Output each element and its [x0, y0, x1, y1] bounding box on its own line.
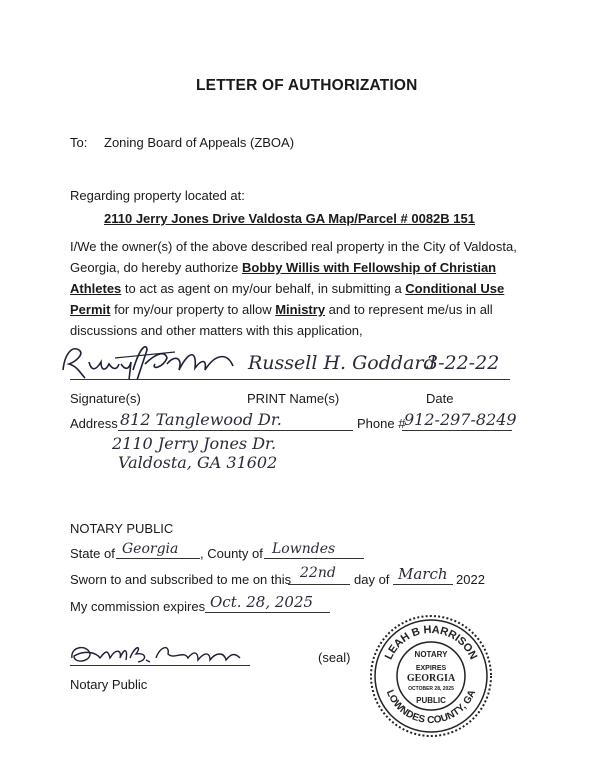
- notary-signature-line: [70, 665, 250, 666]
- sworn-label: Sworn to and subscribed to me on this: [70, 572, 292, 587]
- seal-state: GEORGIA: [406, 673, 456, 684]
- notary-heading: NOTARY PUBLIC: [70, 521, 174, 536]
- seal-notary: NOTARY: [414, 650, 448, 659]
- para-text-1: I/We the owner(s) of the above described real property in the City of Valdosta, Georgia, do hereby authorize: [70, 239, 517, 275]
- signature-date: 3-22-22: [426, 352, 500, 374]
- phone-number: 912-297-8249: [404, 410, 517, 429]
- state-underline: [116, 558, 200, 559]
- state-label: State of: [70, 546, 115, 561]
- county-value: Lowndes: [272, 541, 336, 557]
- month-underline: [393, 584, 453, 585]
- address-line-3: Valdosta, GA 31602: [118, 453, 278, 472]
- para-text-4: and to represent me/us in all discussions and other matters with this application,: [70, 302, 493, 338]
- para-text-3: for my/our property to allow: [110, 302, 276, 317]
- notary-seal: [368, 613, 494, 739]
- to-label: To:: [70, 135, 88, 150]
- recipient: Zoning Board of Appeals (ZBOA): [104, 135, 295, 150]
- sworn-month: March: [398, 565, 448, 583]
- regarding-text: Regarding property located at:: [70, 188, 245, 203]
- phone-underline: [402, 430, 512, 431]
- county-label: , County of: [200, 546, 263, 561]
- signature-line: [70, 379, 510, 380]
- day-of-label: day of: [354, 572, 390, 587]
- address-line-2: 2110 Jerry Jones Dr.: [112, 434, 277, 453]
- notary-public-label: Notary Public: [70, 677, 148, 692]
- print-name: Russell H. Goddard: [248, 352, 436, 374]
- authorization-paragraph: [70, 236, 540, 341]
- para-text-2: to act as agent on my/our behalf, in submitting a: [121, 281, 406, 296]
- address-label: Address: [70, 416, 118, 431]
- print-name-label: PRINT Name(s): [247, 391, 340, 406]
- permit-type: Conditional Use Permit: [70, 281, 505, 317]
- seal-date: OCTOBER 28, 2025: [408, 686, 454, 692]
- county-underline: [264, 558, 364, 559]
- day-underline: [288, 584, 350, 585]
- phone-label: Phone #: [357, 416, 406, 431]
- year: 2022: [456, 572, 485, 587]
- agent-name: Bobby Willis with Fellowship of Christian Athletes: [70, 260, 497, 296]
- state-value: Georgia: [122, 541, 179, 557]
- address-line-1: 812 Tanglewood Dr.: [120, 410, 282, 429]
- seal-label: (seal): [318, 650, 351, 665]
- page-title: LETTER OF AUTHORIZATION: [196, 77, 418, 94]
- seal-name: LEAH B HARRISON: [382, 623, 480, 662]
- seal-county: LOWNDES COUNTY, GA: [383, 688, 479, 727]
- notary-signature: [66, 640, 246, 672]
- address-underline: [118, 430, 353, 431]
- seal-expires: EXPIRES: [415, 665, 447, 672]
- property-address: 2110 Jerry Jones Drive Valdosta GA Map/Parcel # 0082B 151: [104, 211, 475, 226]
- sworn-day: 22nd: [300, 565, 336, 581]
- proposed-use: Ministry: [275, 302, 326, 317]
- commission-expiry: Oct. 28, 2025: [210, 593, 314, 611]
- date-label: Date: [426, 391, 454, 406]
- commission-underline: [205, 612, 330, 613]
- commission-label: My commission expires: [70, 599, 206, 614]
- signature-label: Signature(s): [70, 391, 141, 406]
- seal-public: PUBLIC: [416, 696, 446, 705]
